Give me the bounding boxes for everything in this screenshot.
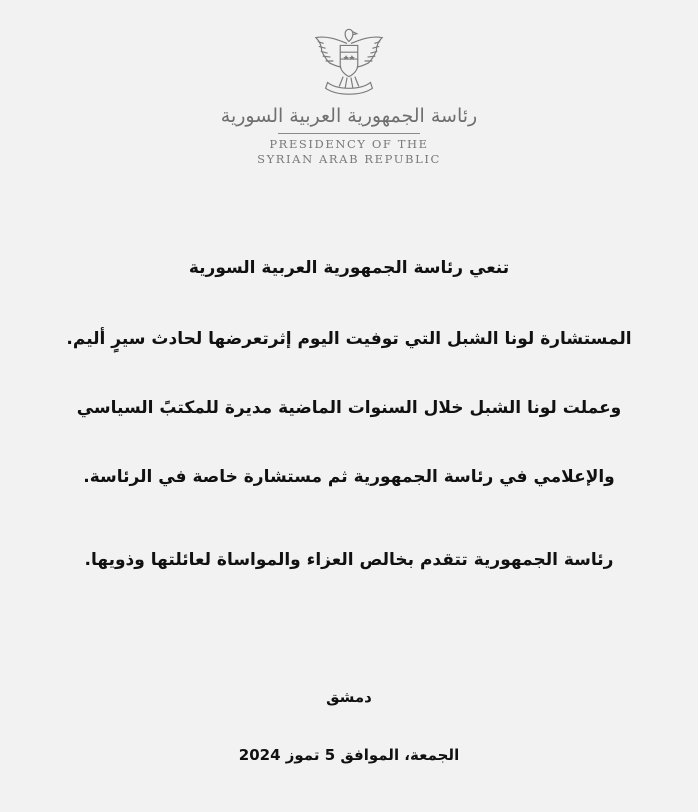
announcement-line-3: وعملت لونا الشبل خلال السنوات الماضية مديرة للمكتبً السياسي bbox=[76, 398, 622, 418]
condolence-line: رئاسة الجمهورية تتقدم بخالص العزاء والمواساة لعائلتها وذويها. bbox=[84, 550, 614, 570]
arabic-presidency-title: رئاسة الجمهورية العربية السورية bbox=[220, 105, 478, 127]
divider bbox=[278, 133, 420, 134]
date-label: الجمعة، الموافق 5 تموز 2024 bbox=[238, 746, 460, 764]
syrian-eagle-emblem-icon bbox=[310, 22, 388, 100]
english-title-line-2: SYRIAN ARAB REPUBLIC bbox=[257, 152, 441, 166]
english-title-line-1: PRESIDENCY OF THE bbox=[269, 137, 429, 151]
announcement-line-4: والإعلامي في رئاسة الجمهورية ثم مستشارة خاصة في الرئاسة. bbox=[83, 467, 615, 487]
announcement-line-2: المستشارة لونا الشبل التي توفيت اليوم إثرتعرضها لحادث سيرٍ أليم. bbox=[66, 329, 632, 349]
city-label: دمشق bbox=[326, 688, 372, 706]
announcement-line-1: تنعي رئاسة الجمهورية العربية السورية bbox=[188, 258, 510, 278]
letterhead bbox=[0, 22, 698, 167]
